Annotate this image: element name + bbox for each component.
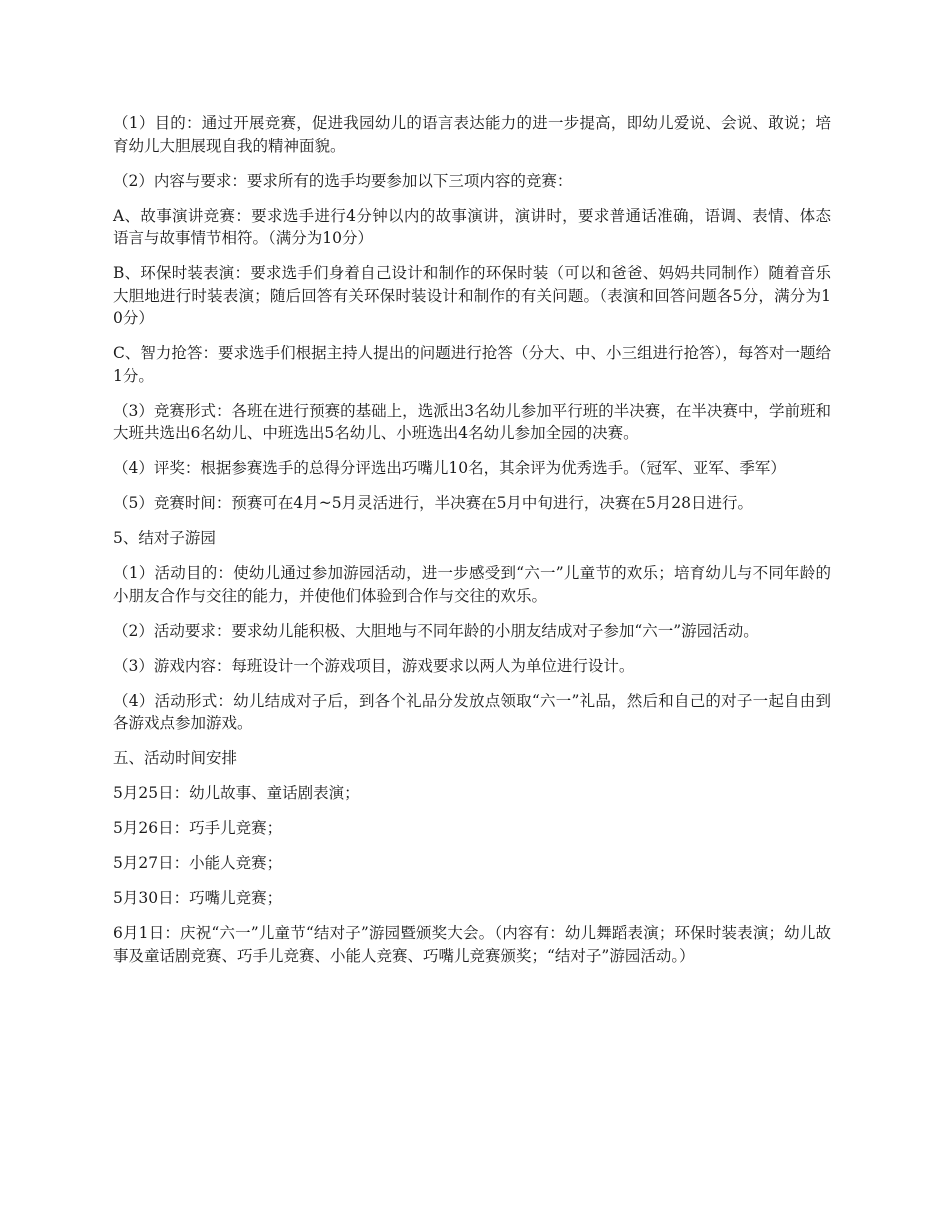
schedule-item-may-27: 5月27日：小能人竞赛；: [113, 854, 283, 872]
schedule-item-june-1: 6月1日：庆祝“六一”儿童节“结对子”游园暨颁奖大会。（内容有：幼儿舞蹈表演；环保时装表演；幼儿故事及童话剧竞赛、巧手儿竞赛、小能人竞赛、巧嘴儿竞赛颁奖；“结对子”游园活动。）: [113, 924, 831, 965]
paragraph-activity-requirements: （2）活动要求：要求幼儿能积极、大胆地与不同年龄的小朋友结成对子参加“六一”游园活动。: [113, 621, 759, 640]
paragraph-quiz: C、智力抢答：要求选手们根据主持人提出的问题进行抢答（分大、中、小三组进行抢答），每答对一题给1分。: [113, 344, 831, 385]
paragraph-competition-format: （3）竞赛形式：各班在进行预赛的基础上，选派出3名幼儿参加平行班的半决赛，在半决赛中，学前班和大班共选出6名幼儿、中班选出5名幼儿、小班选出4名幼儿参加全园的决赛。: [113, 401, 831, 442]
schedule-item-may-25: 5月25日：幼儿故事、童话剧表演；: [113, 784, 360, 802]
paragraph-eco-fashion-show: B、环保时装表演：要求选手们身着自己设计和制作的环保时装（可以和爸爸、妈妈共同制作）随着音乐大胆地进行时装表演；随后回答有关环保时装设计和制作的有关问题。（表演和回答问题各5分，满分为10分）: [113, 264, 831, 327]
paragraph-awards: （4）评奖：根据参赛选手的总得分评选出巧嘴儿10名，其余评为优秀选手。（冠军、亚军、季军）: [113, 459, 786, 477]
paragraph-activity-format: （4）活动形式：幼儿结成对子后，到各个礼品分发放点领取“六一”礼品，然后和自己的对子一起自由到各游戏点参加游戏。: [113, 691, 831, 732]
paragraph-objective: （1）目的：通过开展竞赛，促进我园幼儿的语言表达能力的进一步提高，即幼儿爱说、会说、敢说；培育幼儿大胆展现自我的精神面貌。: [113, 114, 831, 155]
section-heading-pair-garden-tour: 5、结对子游园: [113, 529, 216, 547]
paragraph-competition-time: （5）竞赛时间：预赛可在4月~5月灵活进行，半决赛在5月中旬进行，决赛在5月28日进行。: [113, 494, 754, 512]
paragraph-story-contest: A、故事演讲竞赛：要求选手进行4分钟以内的故事演讲，演讲时，要求普通话准确，语调、表情、体态语言与故事情节相符。（满分为10分）: [113, 206, 831, 247]
paragraph-activity-objective: （1）活动目的：使幼儿通过参加游园活动，进一步感受到“六一”儿童节的欢乐；培育幼儿与不同年龄的小朋友合作与交往的能力，并使他们体验到合作与交往的欢乐。: [113, 564, 831, 605]
schedule-item-may-26: 5月26日：巧手儿竞赛；: [113, 819, 283, 837]
document-body: [113, 112, 831, 980]
paragraph-content-requirements: （2）内容与要求：要求所有的选手均要参加以下三项内容的竞赛：: [113, 171, 573, 190]
schedule-item-may-30: 5月30日：巧嘴儿竞赛；: [113, 889, 283, 907]
paragraph-game-content: （3）游戏内容：每班设计一个游戏项目，游戏要求以两人为单位进行设计。: [113, 656, 635, 675]
section-heading-schedule: 五、活动时间安排: [113, 749, 238, 767]
